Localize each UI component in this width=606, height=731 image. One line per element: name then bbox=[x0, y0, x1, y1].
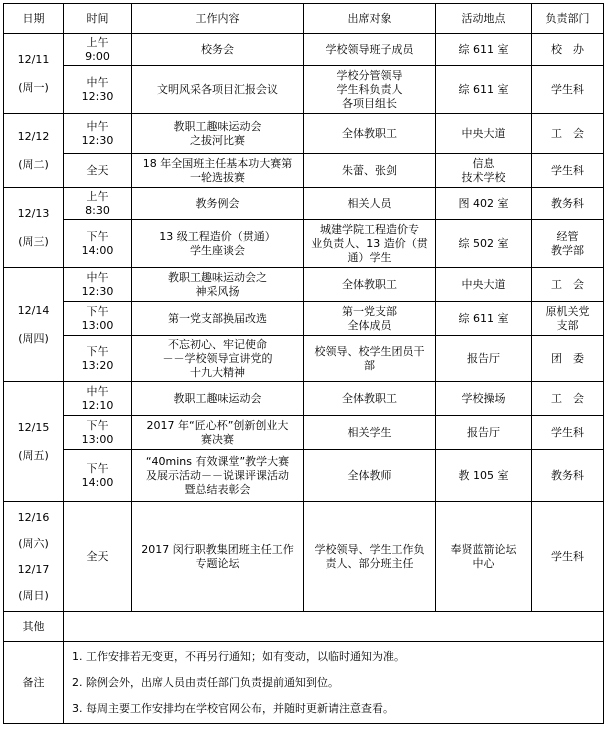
location-cell: 信息 技术学校 bbox=[436, 154, 532, 188]
attendees-cell: 学校分管领导 学生科负责人 各项目组长 bbox=[304, 66, 436, 114]
attendees-cell: 城建学院工程造价专 业负责人、13 造价（贯 通）学生 bbox=[304, 220, 436, 268]
table-row bbox=[4, 268, 604, 302]
content-cell: 18 年全国班主任基本功大赛第 一轮选拔赛 bbox=[132, 154, 304, 188]
dept-cell: 校 办 bbox=[532, 34, 604, 66]
content-cell: 教职工趣味运动会 bbox=[132, 382, 304, 416]
note-item: 2. 除例会外，出席人员由责任部门负责提前通知到位。 bbox=[72, 675, 339, 689]
attendees-cell: 第一党支部 全体成员 bbox=[304, 302, 436, 336]
location-cell: 综 502 室 bbox=[436, 220, 532, 268]
header-row bbox=[4, 4, 604, 34]
attendees-cell: 全体教师 bbox=[304, 450, 436, 502]
content-cell: “40mins 有效课堂”教学大赛 及展示活动－－说课评课活动 暨总结表彰会 bbox=[132, 450, 304, 502]
note-item: 1. 工作安排若无变更，不再另行通知；如有变动，以临时通知为准。 bbox=[72, 649, 405, 663]
location-cell: 教 105 室 bbox=[436, 450, 532, 502]
table-row bbox=[4, 302, 604, 336]
date-cell: 12/12 (周二) bbox=[4, 114, 64, 188]
header-date: 日期 bbox=[4, 4, 64, 34]
time-cell: 中午 12:30 bbox=[64, 66, 132, 114]
time-cell: 下午 13:00 bbox=[64, 416, 132, 450]
content-cell: 教职工趣味运动会之 神采风扬 bbox=[132, 268, 304, 302]
dept-cell: 学生科 bbox=[532, 154, 604, 188]
time-cell: 中午 12:30 bbox=[64, 114, 132, 154]
date-cell: 12/15 (周五) bbox=[4, 382, 64, 502]
content-cell: 文明风采各项目汇报会议 bbox=[132, 66, 304, 114]
dept-cell: 团 委 bbox=[532, 336, 604, 382]
dept-cell: 学生科 bbox=[532, 502, 604, 612]
time-cell: 上午 9:00 bbox=[64, 34, 132, 66]
location-cell: 中央大道 bbox=[436, 114, 532, 154]
attendees-cell: 相关人员 bbox=[304, 188, 436, 220]
attendees-cell: 全体教职工 bbox=[304, 268, 436, 302]
attendees-cell: 校领导、校学生团员干 部 bbox=[304, 336, 436, 382]
dept-cell: 工 会 bbox=[532, 382, 604, 416]
time-cell: 下午 13:20 bbox=[64, 336, 132, 382]
date-cell: 12/11 (周一) bbox=[4, 34, 64, 114]
time-cell: 下午 13:00 bbox=[64, 302, 132, 336]
table-row bbox=[4, 188, 604, 220]
time-cell: 下午 14:00 bbox=[64, 450, 132, 502]
time-cell: 中午 12:10 bbox=[64, 382, 132, 416]
location-cell: 综 611 室 bbox=[436, 34, 532, 66]
time-cell: 中午 12:30 bbox=[64, 268, 132, 302]
other-row bbox=[4, 612, 604, 642]
time-cell: 下午 14:00 bbox=[64, 220, 132, 268]
dept-cell: 工 会 bbox=[532, 268, 604, 302]
content-cell: 不忘初心、牢记使命 －－学校领导宣讲党的 十九大精神 bbox=[132, 336, 304, 382]
location-cell: 报告厅 bbox=[436, 336, 532, 382]
dept-cell: 学生科 bbox=[532, 66, 604, 114]
table-row bbox=[4, 502, 604, 612]
date-cell: 12/16 (周六) 12/17 (周日) bbox=[4, 502, 64, 612]
dept-cell: 学生科 bbox=[532, 416, 604, 450]
content-cell: 校务会 bbox=[132, 34, 304, 66]
table-row bbox=[4, 154, 604, 188]
table-row bbox=[4, 382, 604, 416]
notes-label: 备注 bbox=[4, 642, 64, 724]
table-row bbox=[4, 34, 604, 66]
table-row bbox=[4, 336, 604, 382]
attendees-cell: 学校领导班子成员 bbox=[304, 34, 436, 66]
notes-content bbox=[64, 642, 604, 724]
attendees-cell: 全体教职工 bbox=[304, 114, 436, 154]
header-location: 活动地点 bbox=[436, 4, 532, 34]
header-time: 时间 bbox=[64, 4, 132, 34]
content-cell: 第一党支部换届改选 bbox=[132, 302, 304, 336]
table-row bbox=[4, 416, 604, 450]
content-cell: 13 级工程造价（贯通） 学生座谈会 bbox=[132, 220, 304, 268]
time-cell: 全天 bbox=[64, 502, 132, 612]
content-cell: 2017 闵行职教集团班主任工作 专题论坛 bbox=[132, 502, 304, 612]
attendees-cell: 全体教职工 bbox=[304, 382, 436, 416]
location-cell: 综 611 室 bbox=[436, 302, 532, 336]
location-cell: 中央大道 bbox=[436, 268, 532, 302]
table-row bbox=[4, 220, 604, 268]
content-cell: 2017 年“匠心杯”创新创业大 赛决赛 bbox=[132, 416, 304, 450]
content-cell: 教务例会 bbox=[132, 188, 304, 220]
notes-row bbox=[4, 642, 604, 724]
location-cell: 学校操场 bbox=[436, 382, 532, 416]
dept-cell: 经管 教学部 bbox=[532, 220, 604, 268]
other-label: 其他 bbox=[4, 612, 64, 642]
header-attendees: 出席对象 bbox=[304, 4, 436, 34]
location-cell: 综 611 室 bbox=[436, 66, 532, 114]
table-row bbox=[4, 450, 604, 502]
table-row bbox=[4, 114, 604, 154]
date-cell: 12/14 (周四) bbox=[4, 268, 64, 382]
date-cell: 12/13 (周三) bbox=[4, 188, 64, 268]
dept-cell: 教务科 bbox=[532, 188, 604, 220]
time-cell: 全天 bbox=[64, 154, 132, 188]
time-cell: 上午 8:30 bbox=[64, 188, 132, 220]
location-cell: 报告厅 bbox=[436, 416, 532, 450]
dept-cell: 工 会 bbox=[532, 114, 604, 154]
header-content: 工作内容 bbox=[132, 4, 304, 34]
location-cell: 图 402 室 bbox=[436, 188, 532, 220]
header-dept: 负责部门 bbox=[532, 4, 604, 34]
dept-cell: 教务科 bbox=[532, 450, 604, 502]
weekly-schedule-table bbox=[3, 3, 604, 724]
table-row bbox=[4, 66, 604, 114]
attendees-cell: 相关学生 bbox=[304, 416, 436, 450]
attendees-cell: 学校领导、学生工作负 责人、部分班主任 bbox=[304, 502, 436, 612]
content-cell: 教职工趣味运动会 之拔河比赛 bbox=[132, 114, 304, 154]
note-item: 3. 每周主要工作安排均在学校官网公布，并随时更新请注意查看。 bbox=[72, 701, 394, 715]
dept-cell: 原机关党 支部 bbox=[532, 302, 604, 336]
other-content bbox=[64, 612, 604, 642]
location-cell: 奉贤蓝箭论坛 中心 bbox=[436, 502, 532, 612]
attendees-cell: 朱蕾、张剑 bbox=[304, 154, 436, 188]
